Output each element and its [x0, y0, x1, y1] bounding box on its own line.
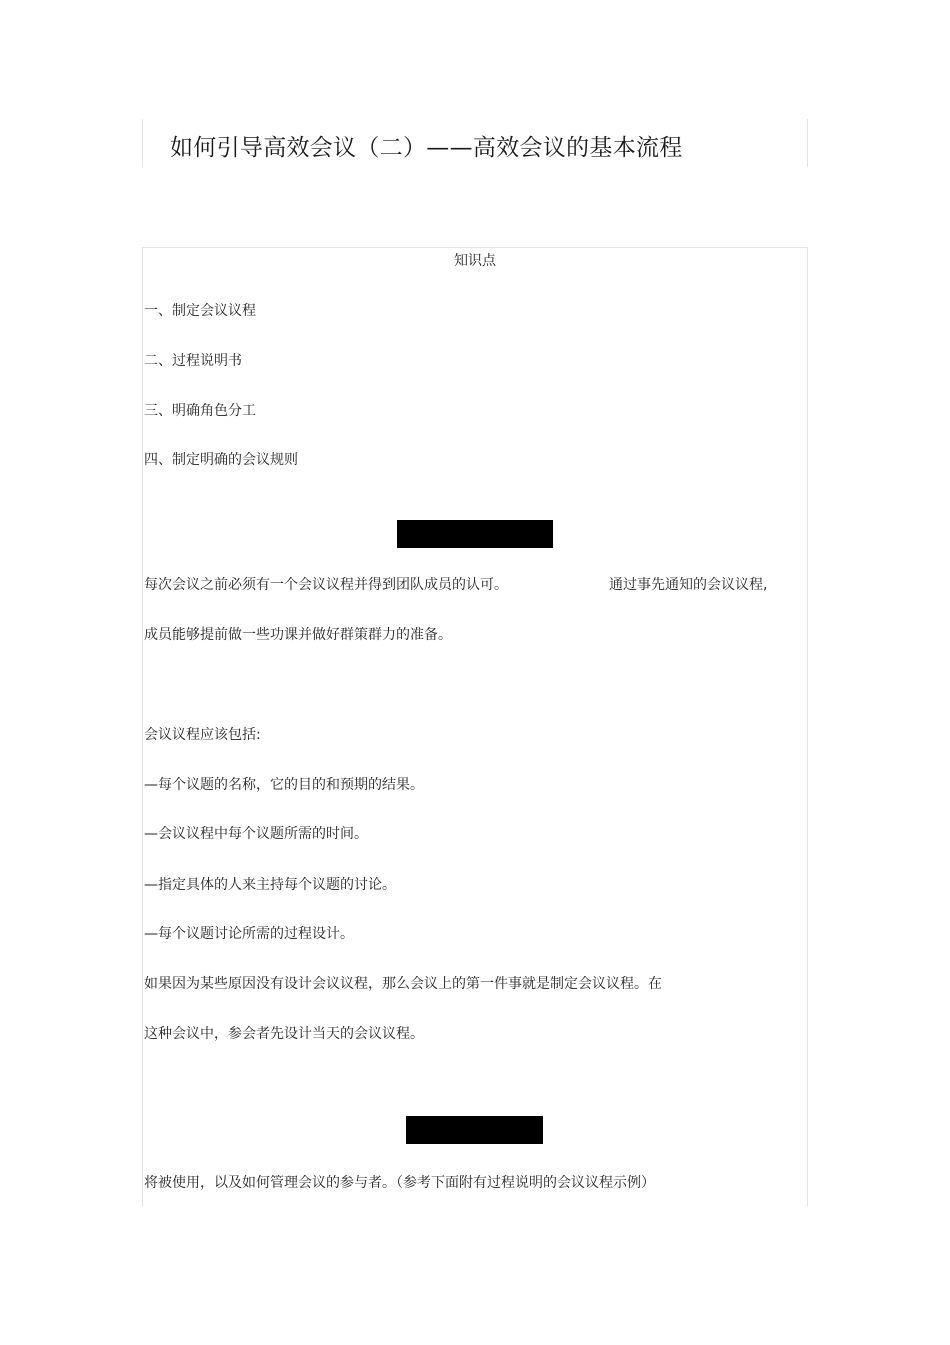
agenda-item: —每个议题讨论所需的过程设计。 — [144, 926, 354, 942]
paragraph-3: 将被使用，以及如何管理会议的参与者。（参考下面附有过程说明的会议议程示例） — [144, 1175, 655, 1191]
agenda-intro: 会议议程应该包括: — [144, 727, 261, 743]
agenda-item: —指定具体的人来主持每个议题的讨论。 — [144, 877, 396, 893]
page-title: 如何引导高效会议（二）——高效会议的基本流程 — [170, 135, 683, 161]
agenda-item: —每个议题的名称，它的目的和预期的结果。 — [144, 777, 424, 793]
title-box — [142, 119, 808, 167]
outline-item: 三、明确角色分工 — [144, 403, 256, 419]
outline-item: 四、制定明确的会议规则 — [144, 452, 298, 468]
paragraph-1-line-1b: 通过事先通知的会议议程, — [609, 577, 768, 593]
redacted-heading-2 — [406, 1116, 543, 1144]
agenda-item: —会议议程中每个议题所需的时间。 — [144, 826, 368, 842]
content-box — [142, 247, 808, 1206]
paragraph-2-line-1: 如果因为某些原因没有设计会议议程，那么会议上的第一件事就是制定会议议程。在 — [144, 976, 662, 992]
outline-item: 二、过程说明书 — [144, 353, 242, 369]
section-heading: 知识点 — [454, 253, 496, 269]
outline-item: 一、制定会议议程 — [144, 303, 256, 319]
paragraph-1-line-2: 成员能够提前做一些功课并做好群策群力的准备。 — [144, 627, 452, 643]
redacted-heading-1 — [397, 520, 553, 548]
paragraph-2-line-2: 这种会议中，参会者先设计当天的会议议程。 — [144, 1026, 424, 1042]
paragraph-1-line-1a: 每次会议之前必须有一个会议议程并得到团队成员的认可。 — [144, 577, 508, 593]
